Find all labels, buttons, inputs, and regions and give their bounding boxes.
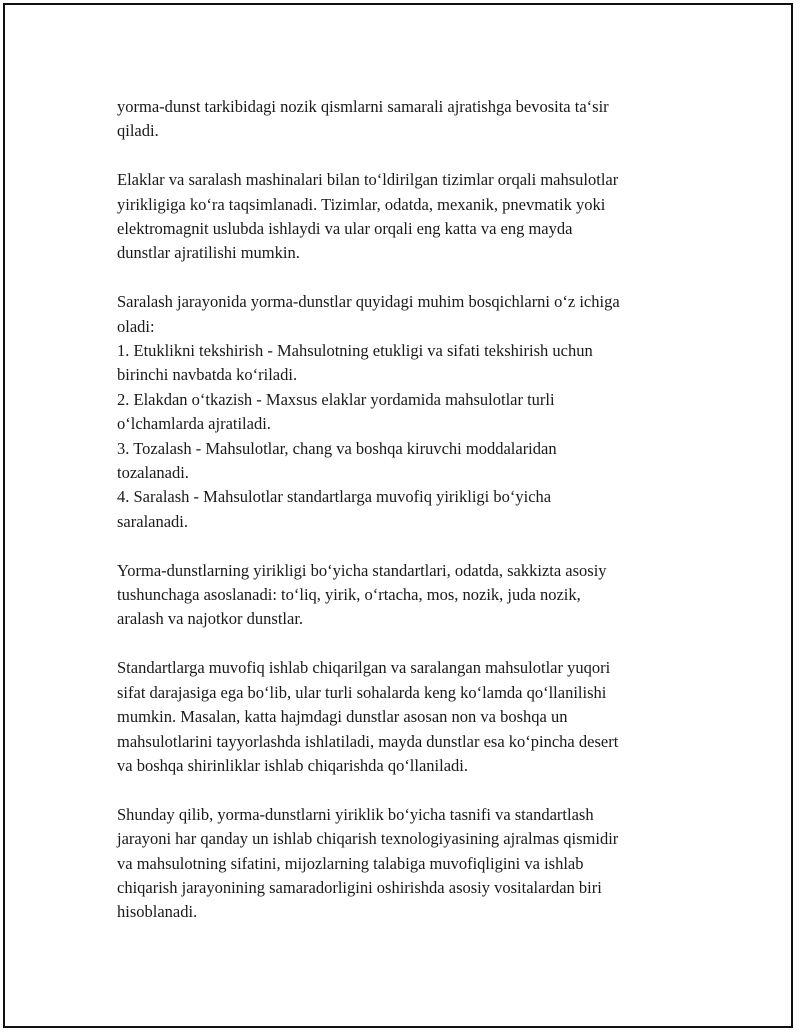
text-line: Saralash jarayonida yorma-dunstlar quyidagi muhim bosqichlarni o‘z ichiga (117, 292, 620, 312)
text-line: Standartlarga muvofiq ishlab chiqarilgan va saralangan mahsulotlar yuqori (117, 658, 611, 678)
text-line: yorma-dunst tarkibidagi nozik qismlarni samarali ajratishga bevosita ta‘sir (117, 97, 609, 116)
paragraph (117, 290, 692, 534)
text-line: dunstlar ajratilishi mumkin. (117, 243, 300, 263)
text-line: tozalanadi. (117, 463, 189, 483)
text-line: 1. Etuklikni tekshirish - Mahsulotning etukligi va sifati tekshirish uchun (117, 341, 593, 361)
paragraph (117, 559, 692, 632)
text-line: jarayoni har qanday un ishlab chiqarish texnologiyasining ajralmas qismidir (117, 829, 619, 849)
text-line: Elaklar va saralash mashinalari bilan to‘ldirilgan tizimlar orqali mahsulotlar (117, 170, 619, 190)
text-line: Yorma-dunstlarning yirikligi bo‘yicha standartlari, odatda, sakkizta asosiy (117, 560, 607, 580)
text-line: yirikligiga ko‘ra taqsimlanadi. Tizimlar, odatda, mexanik, pnevmatik yoki (117, 194, 606, 214)
paragraph (117, 656, 692, 778)
text-line: va boshqa shirinliklar ishlab chiqarishda qo‘llaniladi. (117, 755, 469, 775)
text-line: tushunchaga asoslanadi: to‘liq, yirik, o‘rtacha, mos, nozik, juda nozik, (117, 585, 581, 605)
text-line: va mahsulotning sifatini, mijozlarning talabiga muvofiqligini va ishlab (117, 853, 584, 873)
text-line: 4. Saralash - Mahsulotlar standartlarga muvofiq yirikligi bo‘yicha (117, 487, 552, 507)
text-line: oladi: (117, 316, 155, 336)
paragraph (117, 803, 692, 925)
text-line: hisoblanadi. (117, 902, 198, 922)
text-line: saralanadi. (117, 511, 189, 531)
text-line: aralash va najotkor dunstlar. (117, 609, 304, 629)
text-line: mahsulotlarini tayyorlashda ishlatiladi, mayda dunstlar esa ko‘pincha desert (117, 731, 619, 751)
document-body (117, 95, 692, 949)
text-line: chiqarish jarayonining samaradorligini oshirishda asosiy vositalardan biri (117, 877, 602, 897)
text-line: o‘lchamlarda ajratiladi. (117, 414, 271, 434)
text-line: elektromagnit uslubda ishlaydi va ular orqali eng katta va eng mayda (117, 219, 573, 239)
text-line: mumkin. Masalan, katta hajmdagi dunstlar asosan non va boshqa un (117, 707, 568, 727)
text-line: qiladi. (117, 121, 159, 141)
text-line: 2. Elakdan o‘tkazish - Maxsus elaklar yordamida mahsulotlar turli (117, 389, 555, 409)
text-line: 3. Tozalash - Mahsulotlar, chang va boshqa kiruvchi moddalaridan (117, 438, 557, 458)
text-line: birinchi navbatda ko‘riladi. (117, 365, 298, 385)
text-line: sifat darajasiga ega bo‘lib, ular turli sohalarda keng ko‘lamda qo‘llanilishi (117, 682, 607, 702)
paragraph (117, 168, 692, 266)
text-line: Shunday qilib, yorma-dunstlarni yiriklik bo‘yicha tasnifi va standartlash (117, 804, 594, 824)
paragraph (117, 95, 692, 144)
